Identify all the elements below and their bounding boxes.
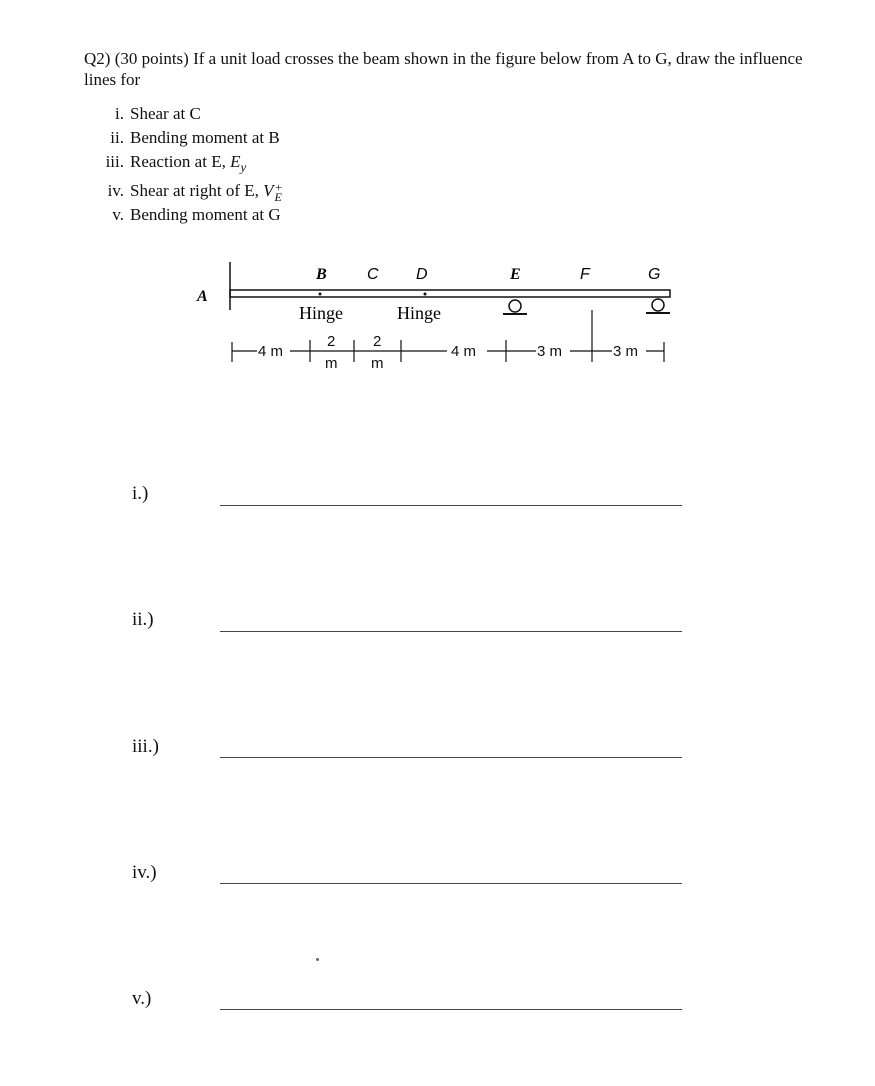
item-moment-b: ii. Bending moment at B [110, 128, 280, 147]
beam [230, 290, 670, 297]
answer-label-iii: iii.) [132, 736, 159, 757]
roller-support-e [503, 300, 527, 314]
label-e: E [510, 266, 521, 283]
label-d: D [416, 266, 428, 283]
item-shear-right-e: iv. Shear at right of E, V + E [107, 180, 283, 205]
question-number: Q2) (30 points) [84, 49, 194, 68]
answer-label-ii: ii.) [132, 609, 154, 630]
question-body: If a unit load crosses the beam shown in the figure below from A to G, draw the influence lines for [84, 49, 803, 89]
hinge-left-label: Hinge [299, 303, 343, 323]
answer-label-v: v.) [132, 988, 152, 1009]
answer-line-ii[interactable] [220, 631, 682, 632]
beam-figure [180, 250, 700, 380]
label-g: G [648, 266, 661, 283]
answer-line-i[interactable] [220, 505, 682, 506]
answer-line-iii[interactable] [220, 757, 682, 758]
item-shear-c: i. Shear at C [115, 104, 201, 123]
label-f: F [580, 266, 590, 283]
symbol-v: V [263, 181, 274, 201]
dim-ab: 4 m [258, 343, 284, 360]
dim-ef: 3 m [537, 343, 563, 360]
item-reaction-e: iii. Reaction at E, $E_y$ [105, 152, 247, 175]
hinge-d-mark [424, 293, 427, 296]
roller-support-g [646, 299, 670, 313]
dimension-line [232, 310, 664, 362]
hinge-c-mark [319, 293, 322, 296]
label-a: A [197, 288, 208, 305]
dim-bc-unit: m [325, 355, 338, 372]
hinge-right-label: Hinge [397, 303, 441, 323]
answer-label-i: i.) [132, 483, 149, 504]
dim-de: 4 m [451, 343, 477, 360]
stray-dot [316, 958, 319, 961]
answer-line-v[interactable] [220, 1009, 682, 1010]
dim-bc-num: 2 [327, 333, 336, 350]
answer-label-iv: iv.) [132, 862, 157, 883]
answer-line-iv[interactable] [220, 883, 682, 884]
label-c: C [367, 266, 379, 283]
question-text [84, 48, 824, 90]
dim-fg: 3 m [613, 343, 639, 360]
item-list [90, 102, 283, 227]
item-moment-g: v. Bending moment at G [112, 205, 281, 225]
symbol-e: E [230, 152, 241, 171]
label-b: B [316, 266, 327, 283]
dim-cd-num: 2 [373, 333, 382, 350]
dim-cd-unit: m [371, 355, 384, 372]
